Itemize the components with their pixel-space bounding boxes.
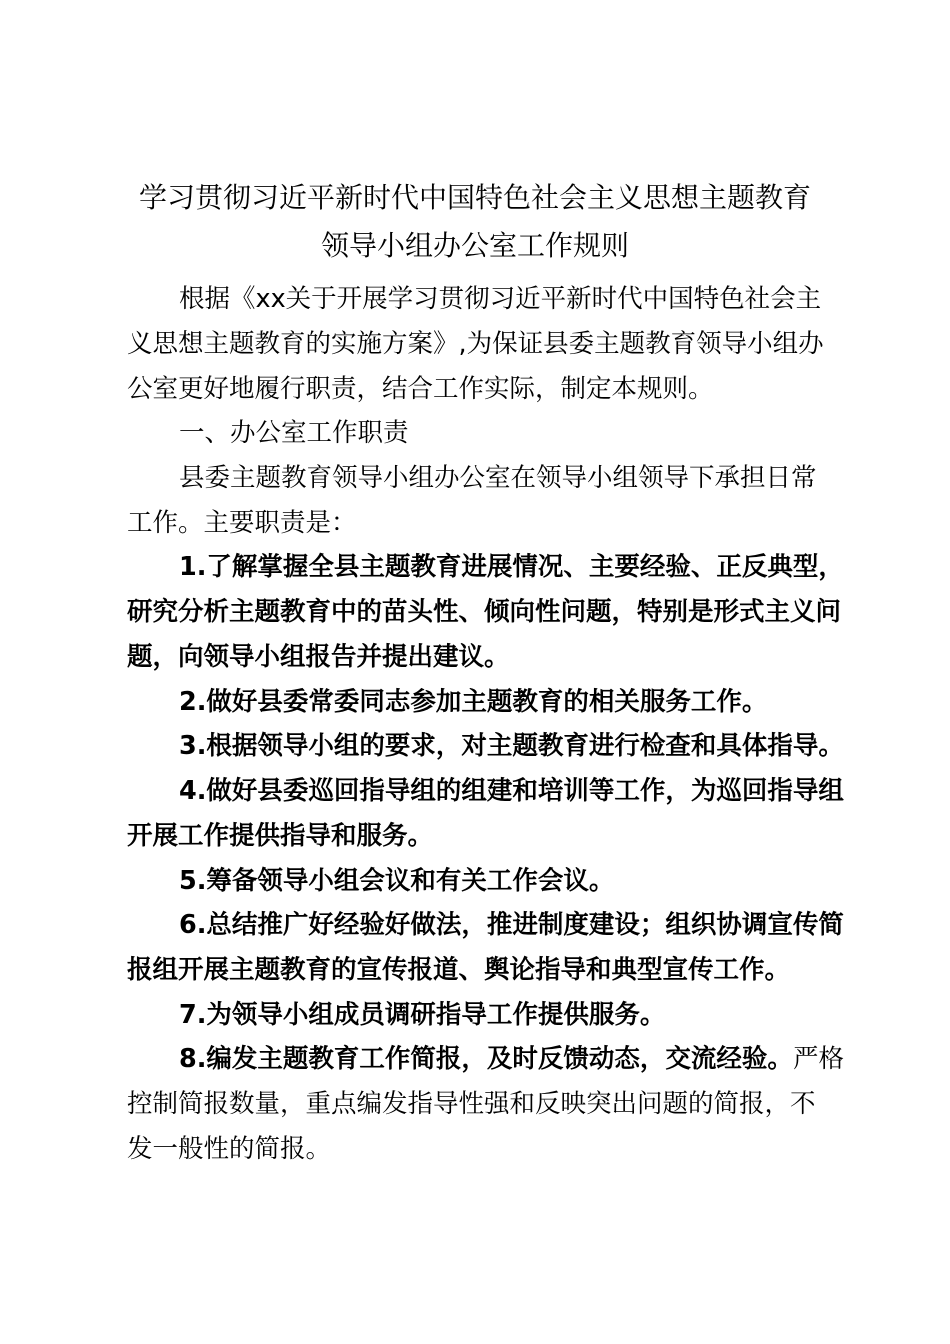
duty-item-8-bold-text: 8.编发主题教育工作简报，及时反馈动态，交流经验。 <box>179 1044 793 1074</box>
duty-item-5: 5.筹备领导小组会议和有关工作会议。 <box>179 866 615 896</box>
duty-item-7: 7.为领导小组成员调研指导工作提供服务。 <box>179 1000 666 1030</box>
document-title-line-1: 学习贯彻习近平新时代中国特色社会主义思想主题教育 <box>138 181 811 214</box>
duty-item-6-line: 6.总结推广好经验好做法，推进制度建设；组织协调宣传简 <box>179 910 844 940</box>
duty-item-6-line: 报组开展主题教育的宣传报道、舆论指导和典型宣传工作。 <box>127 955 791 985</box>
duty-item-1-line: 1.了解掌握全县主题教育进展情况、主要经验、正反典型， <box>179 552 844 582</box>
duty-item-4-line: 开展工作提供指导和服务。 <box>127 821 434 851</box>
duty-item-8-line: 发一般性的简报。 <box>127 1134 332 1164</box>
intro-paragraph-line: 根据《xx关于开展学习贯彻习近平新时代中国特色社会主 <box>179 284 822 314</box>
duty-item-8-regular-text: 严格 <box>792 1044 844 1074</box>
duty-item-1-line: 题，向领导小组报告并提出建议。 <box>127 642 510 672</box>
intro-paragraph-line: 公室更好地履行职责，结合工作实际，制定本规则。 <box>127 374 714 404</box>
duty-item-8-line: 控制简报数量，重点编发指导性强和反映突出问题的简报，不 <box>127 1089 816 1119</box>
section-heading: 一、办公室工作职责 <box>179 418 409 448</box>
duty-item-3: 3.根据领导小组的要求，对主题教育进行检查和具体指导。 <box>179 731 844 761</box>
section-paragraph-line: 县委主题教育领导小组办公室在领导小组领导下承担日常 <box>179 463 817 493</box>
duty-item-2: 2.做好县委常委同志参加主题教育的相关服务工作。 <box>179 687 768 717</box>
section-paragraph-line: 工作。主要职责是： <box>127 508 357 538</box>
duty-item-8-line <box>179 1040 844 1078</box>
duty-item-4-line: 4.做好县委巡回指导组的组建和培训等工作，为巡回指导组 <box>179 776 844 806</box>
duty-item-1-line: 研究分析主题教育中的苗头性、倾向性问题，特别是形式主义问 <box>127 597 842 627</box>
document-title-line-2: 领导小组办公室工作规则 <box>320 229 629 262</box>
intro-paragraph-line: 义思想主题教育的实施方案》,为保证县委主题教育领导小组办 <box>127 329 824 359</box>
